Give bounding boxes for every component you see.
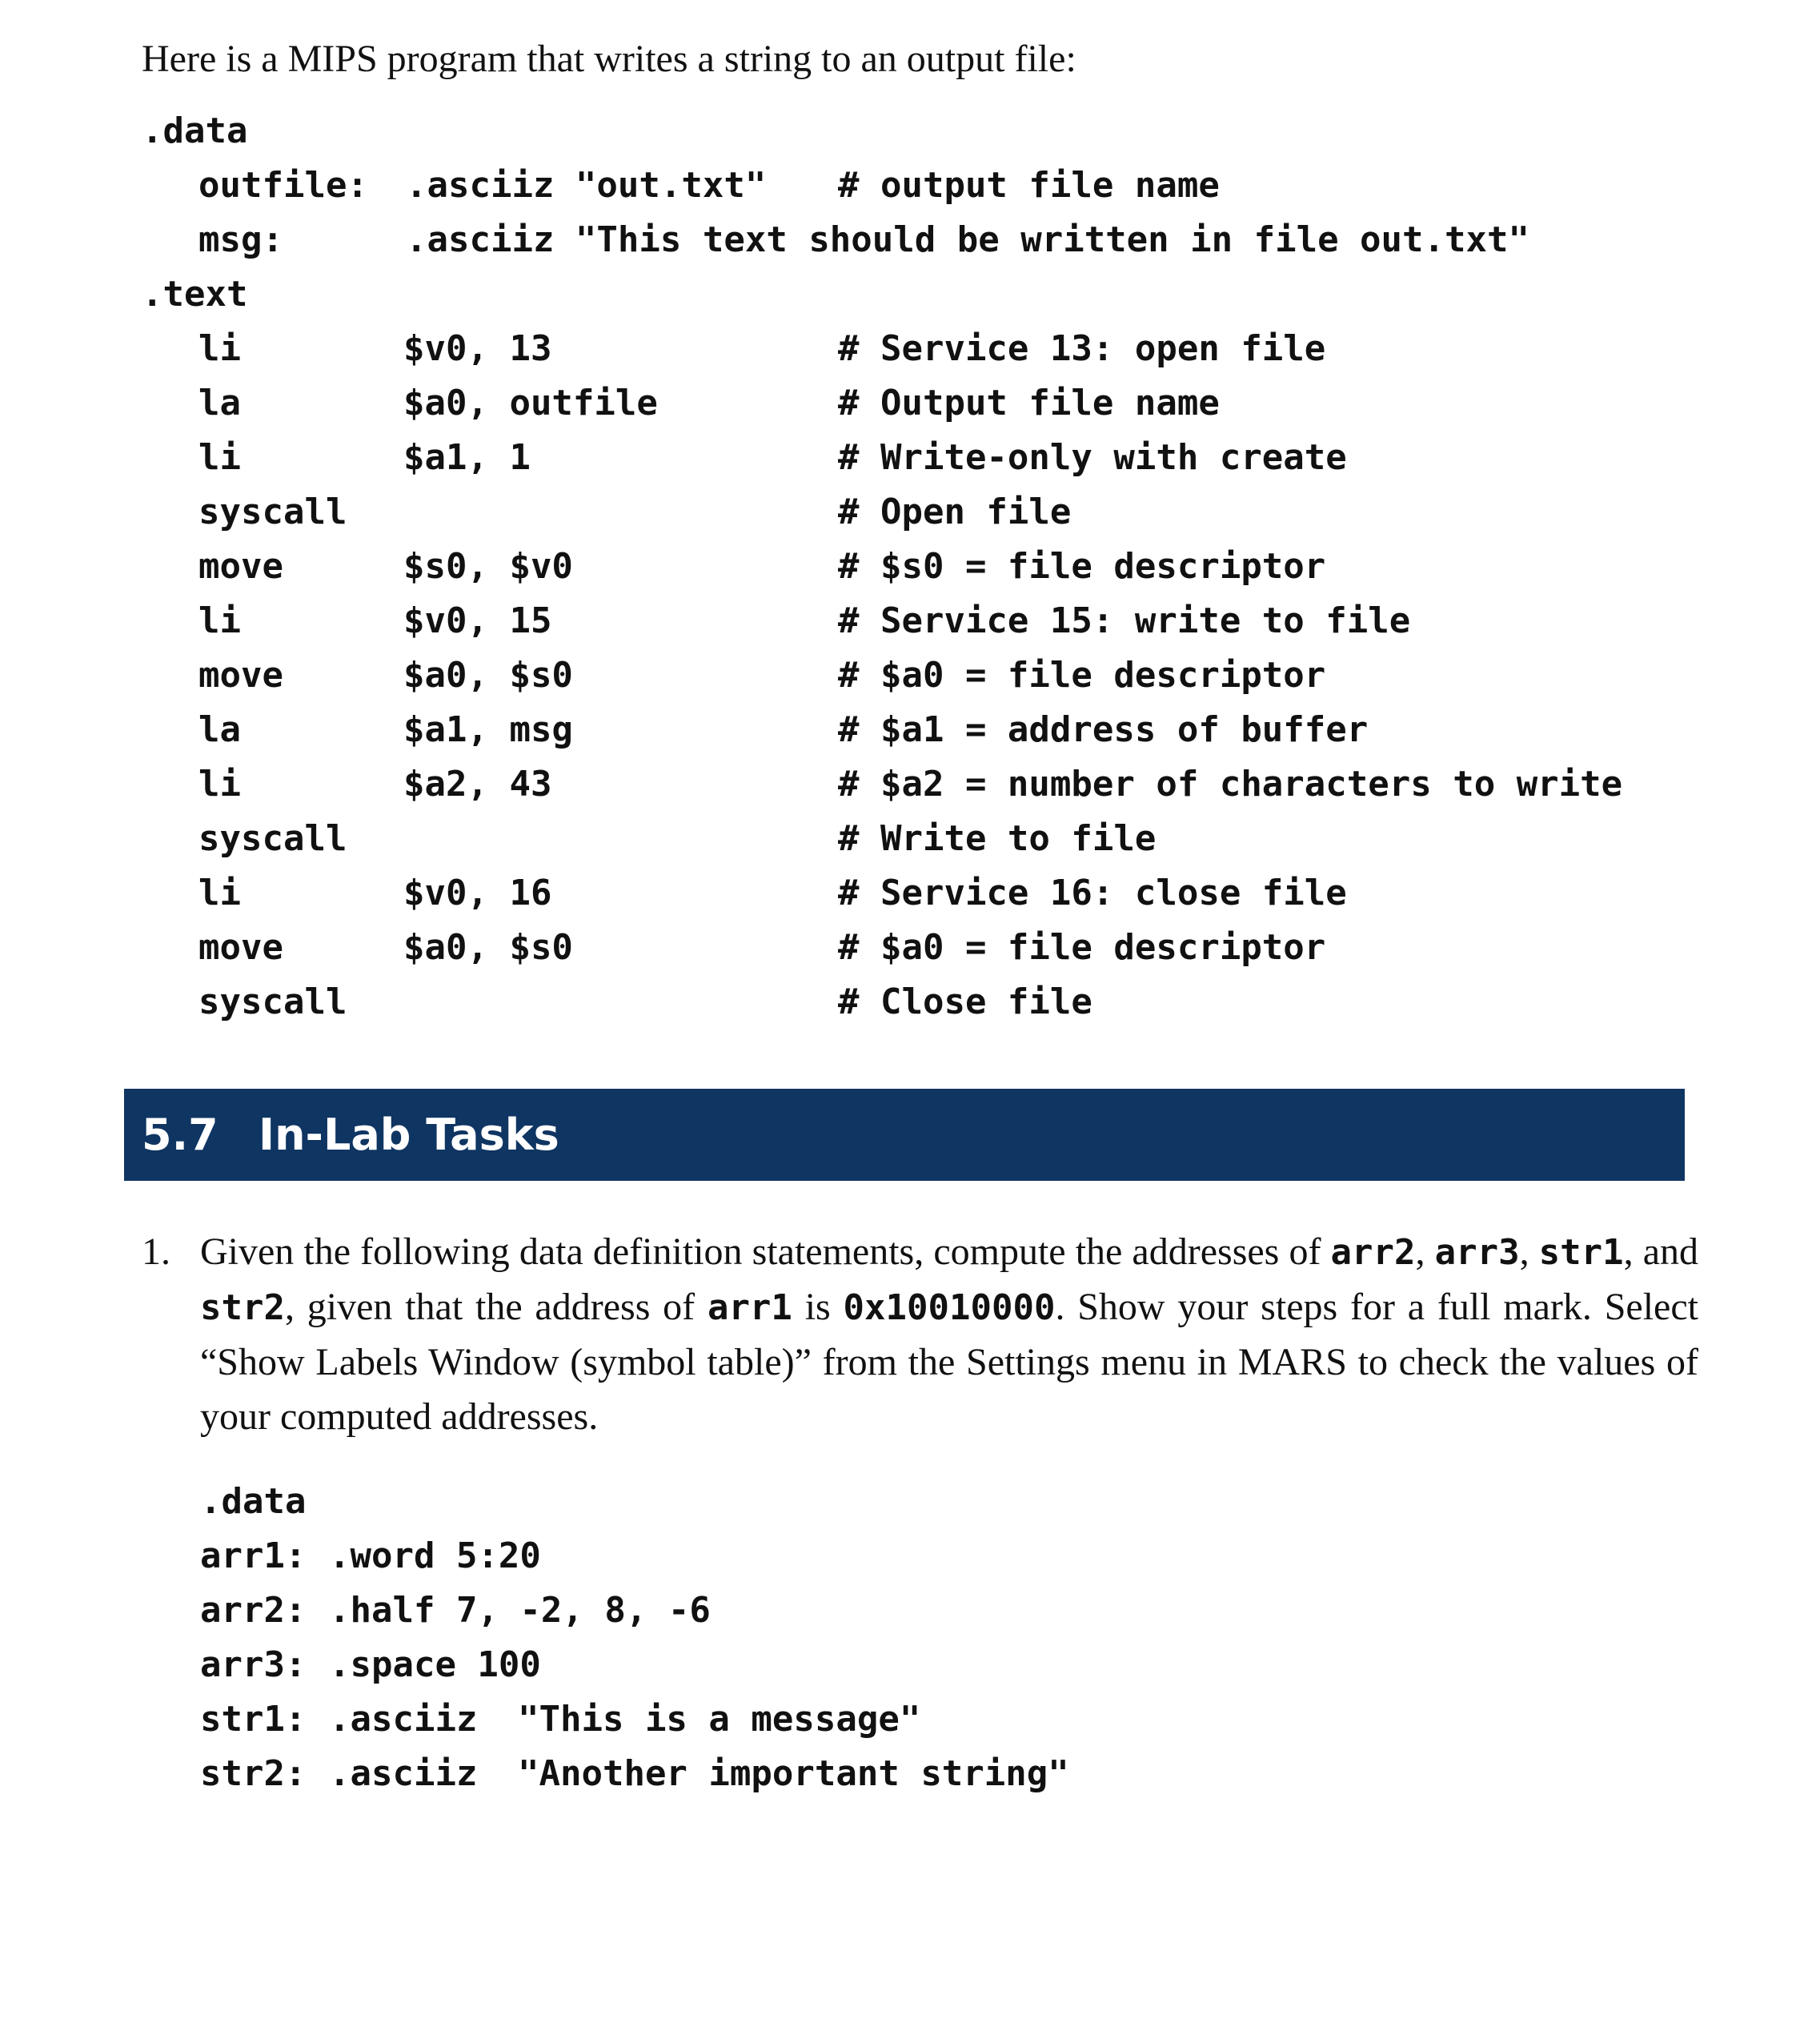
code-operand: .space 100 [329, 1644, 541, 1685]
code-operand: .word 5:20 [329, 1535, 541, 1576]
code-label: str2: [200, 1753, 307, 1794]
code-line [142, 540, 1326, 594]
code-op: li [198, 764, 241, 805]
code-comment: # $s0 = file descriptor [838, 546, 1326, 587]
code-comment: # Service 15: write to file [838, 600, 1411, 641]
inline-code-str1: str1 [1538, 1232, 1624, 1273]
code-op: syscall [198, 981, 347, 1022]
code-label: outfile: [198, 165, 368, 206]
code-op: li [198, 328, 241, 369]
code-line [142, 757, 1623, 812]
code-args: $a1, 1 [403, 437, 531, 478]
code-comment: # Write to file [838, 818, 1157, 859]
code-label: msg: [198, 219, 283, 260]
inline-code-str2: str2 [200, 1287, 285, 1328]
code-line [200, 1475, 307, 1529]
code-line [142, 213, 1529, 267]
text-directive: .text [142, 274, 248, 315]
code-comment: # Output file name [838, 383, 1220, 423]
code-comment: # Service 13: open file [838, 328, 1326, 369]
code-op: la [198, 383, 241, 423]
section-title: In-Lab Tasks [259, 1109, 559, 1160]
code-op: move [198, 655, 283, 696]
code-line [142, 812, 1157, 866]
code-comment: # $a0 = file descriptor [838, 655, 1326, 696]
mips-program-listing [142, 104, 1623, 1030]
code-line [200, 1529, 541, 1583]
code-args: $s0, $v0 [403, 546, 573, 587]
code-op: la [198, 709, 241, 750]
code-line [142, 866, 1347, 921]
code-line [142, 159, 1220, 213]
code-op: li [198, 873, 241, 913]
code-line [142, 648, 1326, 703]
task-text-part: , [1519, 1230, 1539, 1273]
code-line [142, 376, 1220, 431]
code-line [142, 921, 1326, 975]
data-directive: .data [142, 110, 248, 151]
code-label: arr2: [200, 1590, 307, 1631]
code-args: $v0, 15 [403, 600, 552, 641]
code-line [142, 322, 1326, 376]
code-op: syscall [198, 818, 347, 859]
code-args: $v0, 16 [403, 873, 552, 913]
code-args: $v0, 13 [403, 328, 552, 369]
section-heading [124, 1089, 1685, 1181]
task-text-part: , [1415, 1230, 1435, 1273]
code-comment: # $a0 = file descriptor [838, 927, 1326, 968]
code-comment: # Service 16: close file [838, 873, 1347, 913]
task-text-part: is [792, 1286, 844, 1328]
code-operand: .asciiz [329, 1699, 478, 1740]
code-line [142, 267, 248, 322]
code-comment: # Write-only with create [838, 437, 1347, 478]
code-label: arr1: [200, 1535, 307, 1576]
inline-code-arr1: arr1 [707, 1287, 792, 1328]
code-label: arr3: [200, 1644, 307, 1685]
code-operand: .asciiz "out.txt" [406, 165, 767, 206]
code-args: $a0, outfile [403, 383, 658, 423]
code-comment: # $a1 = address of buffer [838, 709, 1369, 750]
section-number: 5.7 [142, 1109, 218, 1160]
code-operand: .asciiz [329, 1753, 478, 1794]
code-args: $a2, 43 [403, 764, 552, 805]
code-line [200, 1638, 541, 1692]
code-line [200, 1583, 711, 1638]
code-op: li [198, 600, 241, 641]
code-comment: # output file name [838, 165, 1220, 206]
code-line [142, 594, 1411, 648]
task-number: 1. [142, 1230, 170, 1273]
code-string: "Another important string" [518, 1753, 1069, 1794]
code-comment: # Close file [838, 981, 1092, 1022]
code-label: str1: [200, 1699, 307, 1740]
code-op: move [198, 546, 283, 587]
code-args: $a1, msg [403, 709, 573, 750]
code-line [200, 1747, 1069, 1801]
code-op: move [198, 927, 283, 968]
task-text-part: Given the following data definition statements, compute the addresses of [200, 1230, 1331, 1273]
task-text-part: , and [1623, 1230, 1699, 1273]
task-text-part: . Show your steps for a full mark. Select “Show Labels Window (symbol table)” from the Settings menu in MARS to check the values of your computed addresses. [200, 1286, 1698, 1438]
code-line [200, 1692, 921, 1747]
code-comment: # $a2 = number of characters to write [838, 764, 1623, 805]
code-string: "This is a message" [518, 1699, 921, 1740]
data-directive: .data [200, 1481, 307, 1522]
intro-text: Here is a MIPS program that writes a string to an output file: [142, 38, 1076, 80]
code-args: $a0, $s0 [403, 655, 573, 696]
task-code-listing [200, 1475, 1069, 1801]
code-operand: .half 7, -2, 8, -6 [329, 1590, 711, 1631]
code-operand: .asciiz "This text should be written in file out.txt" [406, 219, 1529, 260]
inline-code-arr2: arr2 [1330, 1232, 1416, 1273]
code-line [142, 485, 1072, 540]
code-comment: # Open file [838, 492, 1072, 532]
inline-code-address: 0x10010000 [843, 1287, 1056, 1328]
inline-code-arr3: arr3 [1434, 1232, 1520, 1273]
code-line [142, 104, 248, 159]
code-line [142, 703, 1369, 757]
code-args: $a0, $s0 [403, 927, 573, 968]
code-op: syscall [198, 492, 347, 532]
task-description [200, 1225, 1698, 1444]
task-text-part: , given that the address of [284, 1286, 708, 1328]
code-line [142, 975, 1092, 1030]
code-op: li [198, 437, 241, 478]
code-line [142, 431, 1347, 485]
